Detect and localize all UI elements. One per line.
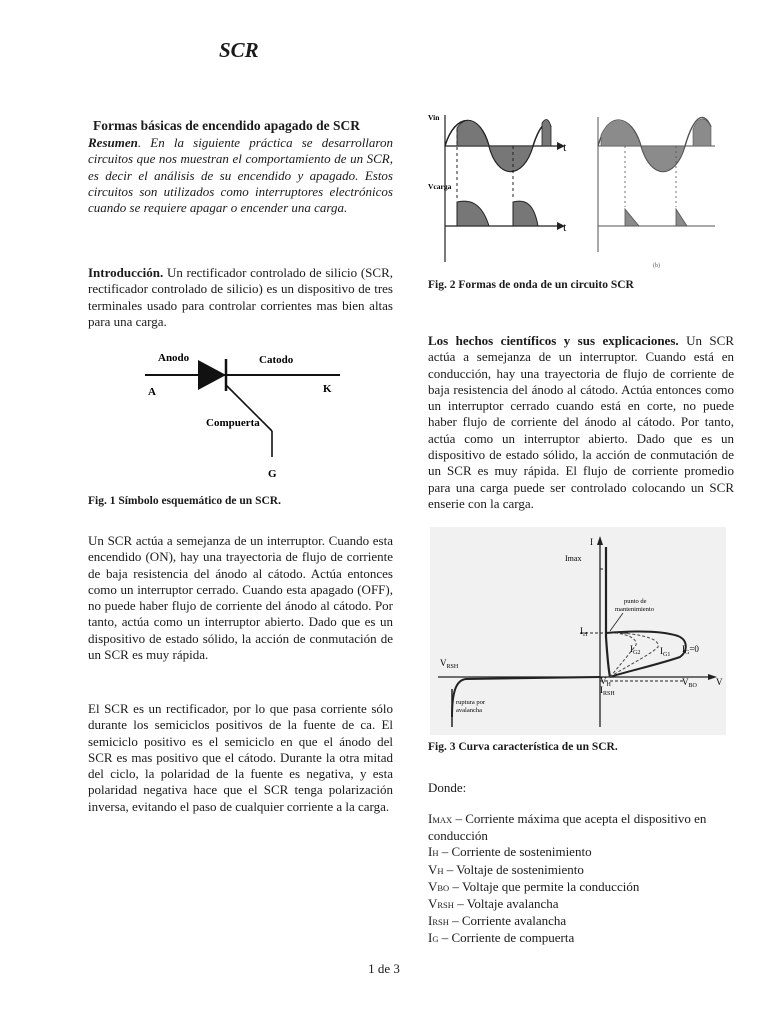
vcarga-label: Vcarga: [428, 182, 452, 191]
definition-ig: IG – Corriente de compuerta: [428, 930, 575, 946]
i-axis-label: I: [590, 537, 593, 547]
definition-ih: IH – Corriente de sostenimiento: [428, 844, 592, 860]
t-label-top: t: [563, 140, 567, 154]
introduccion-paragraph: [88, 265, 393, 330]
imax-label: Imax: [565, 554, 582, 563]
punto-label: punto de: [624, 598, 647, 605]
fig1-caption: Fig. 1 Símbolo esquemático de un SCR.: [88, 495, 281, 507]
section-heading: Formas básicas de encendido apagado de SCR: [93, 118, 361, 133]
waveform-panel-b: [598, 117, 715, 252]
resumen-label: Resumen: [88, 135, 138, 150]
fig2-caption: Fig. 2 Formas de onda de un circuito SCR: [428, 279, 634, 291]
g-terminal-label: G: [268, 468, 277, 480]
ig0-label: I: [682, 644, 685, 654]
scr-paragraph-1: Un SCR actúa a semejanza de un interruptor. Cuando esta encendido (ON), hay una trayectoria de flujo de corriente de baja resistencia del ánodo al cátodo. Actúa entonces como un interruptor cerrado. Cuando esta apagado (OFF), no puede haber flujo de corriente del ánodo al cátodo. Por tanto, actúa como un interruptor abierto. Dado que es un dispositivo de estado sólido, la acción de conmutación de un SCR es muy rápida.: [88, 533, 393, 663]
introduccion-text: Un rectificador controlado de silicio (SCR, rectificador controlado de silicio) es un dispositivo de tres terminales usado para controlar corrientes mas bien altas para una carga.: [88, 265, 393, 329]
ig2-label: I: [630, 644, 633, 654]
t-label-bottom: t: [563, 220, 567, 234]
a-terminal-label: A: [148, 386, 156, 398]
scr-symbol-figure: [140, 345, 350, 485]
page-number: 1 de 3: [368, 961, 400, 976]
compuerta-label: Compuerta: [206, 417, 260, 429]
definition-vrsh: VRSH – Voltaje avalancha: [428, 896, 559, 912]
scr-paragraph-2: El SCR es un rectificador, por lo que pasa corriente sólo durante los semiciclos positivos de la fuente de ca. El semiciclo positivo es el semiciclo en que el ánodo del SCR es mas positivo que el cátodo. Durante la otra mitad del ciclo, la polaridad de la fuente es negativa, y esta polaridad negativa hace que el SCR tenga polarización inversa, evitando el paso de cualquier corriente a la carga.: [88, 701, 393, 814]
irsh-label: I: [600, 685, 603, 695]
mantenimiento-label: mantenimiento: [615, 606, 654, 613]
ig1-label: I: [660, 646, 663, 656]
definition-irsh: IRSH – Corriente avalancha: [428, 913, 567, 929]
scr-diode-triangle: [198, 360, 226, 390]
ih-label: I: [580, 626, 583, 636]
ruptura-label: ruptura por: [456, 699, 486, 706]
resumen-paragraph: [88, 135, 393, 216]
k-terminal-label: K: [323, 383, 332, 395]
avalancha-label: avalancha: [456, 707, 482, 714]
hechos-paragraph: [428, 333, 734, 512]
catodo-label: Catodo: [259, 354, 294, 366]
vrsh-sub: RSH: [446, 664, 459, 670]
hechos-text: Un SCR actúa a semejanza de un interruptor. Cuando está en conducción, hay una trayectoria de flujo de corriente de baja resistencia del ánodo al cátodo. Actúa entonces como un interruptor cerrado cuando está en corte, no puede haber flujo de corriente del ánodo al cátodo. Por tanto, actúa como un interruptor abierto. Dado que es un dispositivo de estado sólido, la acción de conmutación de un SCR es muy rápida. El flujo de corriente promedio para una carga puede ser controlado colocando un SCR enserie con la carga.: [428, 333, 734, 511]
ig2-sub: G2: [633, 650, 641, 656]
characteristic-curve-figure: [430, 527, 726, 735]
anodo-label: Anodo: [158, 352, 190, 364]
introduccion-label: Introducción.: [88, 265, 164, 280]
irsh-sub: RSH: [603, 691, 615, 697]
vbo-sub: BO: [688, 683, 697, 689]
vbo-label: V: [682, 677, 689, 687]
vrsh-label: V: [440, 658, 447, 668]
ih-sub: H: [583, 632, 588, 638]
definitions-list: [428, 811, 734, 948]
definition-imax: IMAX – Corriente máxima que acepta el dispositivo en conducción: [428, 811, 707, 844]
vh-label: V: [600, 676, 607, 686]
definition-vbo: VBO – Voltaje que permite la conducción: [428, 878, 640, 894]
panel-b-label: (b): [653, 263, 660, 269]
fig3-caption: Fig. 3 Curva característica de un SCR.: [428, 741, 618, 753]
vh-sub: H: [606, 682, 611, 688]
resumen-text: . En la siguiente práctica se desarrollaron circuitos que nos muestran el comportamiento de un SCR, es decir el análisis de su encendido y apagado. Estos circuitos son utilizados como interruptores electrónicos cuando se requiere apagar o encender una carga.: [88, 135, 393, 216]
hechos-label: Los hechos científicos y sus explicaciones.: [428, 333, 679, 348]
waveforms-figure: [425, 107, 730, 272]
waveform-panel-a: [445, 115, 565, 262]
vin-label: Vin: [428, 113, 440, 122]
ig0-sub: G: [685, 650, 690, 656]
v-axis-label: V: [716, 677, 723, 687]
ig1-sub: G1: [663, 652, 671, 658]
ig0-tail: =0: [689, 644, 699, 654]
page-title: SCR: [219, 38, 259, 62]
definition-vh: VH – Voltaje de sostenimiento: [428, 861, 584, 877]
donde-label: Donde:: [428, 780, 467, 795]
